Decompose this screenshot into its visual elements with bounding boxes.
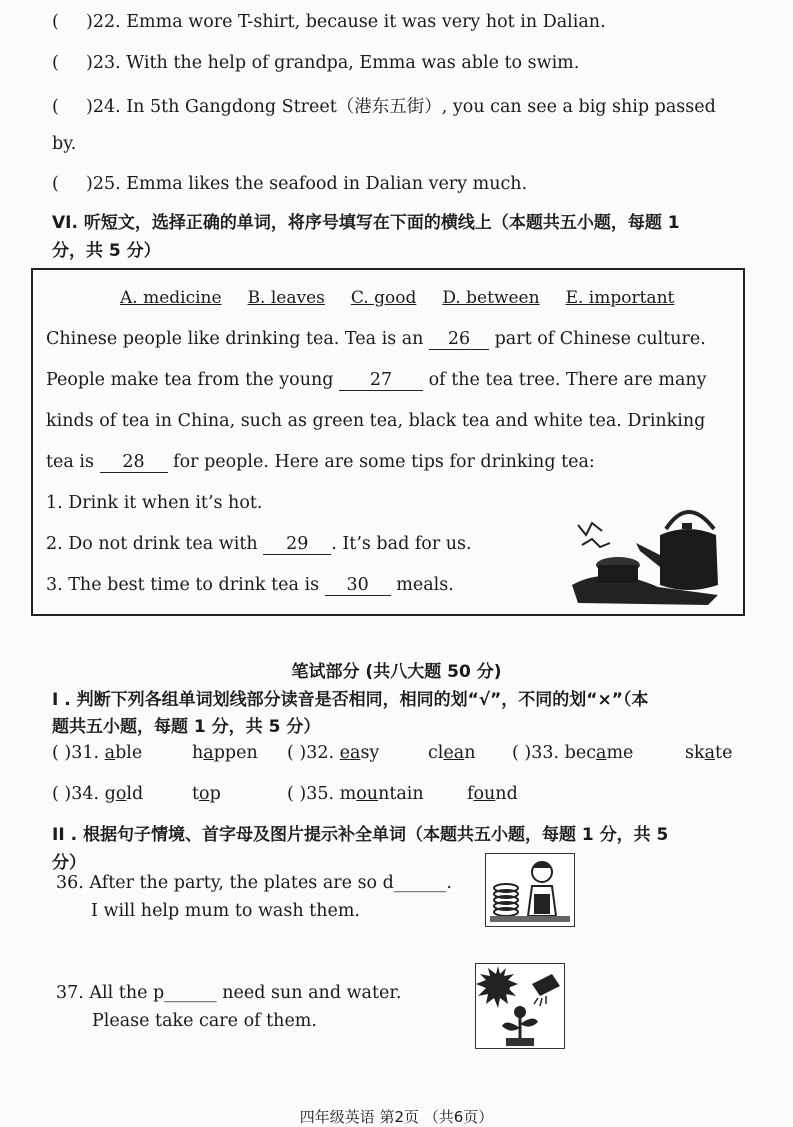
option-a: A. medicine <box>120 288 222 308</box>
question-text: Emma wore T-shirt, because it was very hot in Dalian. <box>126 12 606 32</box>
blank-27[interactable]: 27 <box>339 370 423 391</box>
question-text: In 5th Gangdong Street（港东五街）, you can see a big ship passed <box>126 97 716 117</box>
flower-picture <box>475 963 565 1049</box>
tip-3: 3. The best time to drink tea is 30 meals. <box>46 575 454 595</box>
section-1-heading: I . 判断下列各组单词划线部分读音是否相同，相同的划“√”，不同的划“×”（本 <box>52 690 649 710</box>
section-6-heading-cont: 分，共 5 分） <box>52 241 161 261</box>
option-d: D. between <box>442 288 540 308</box>
question-number: )22. <box>86 12 121 32</box>
blank-26[interactable]: 26 <box>429 329 489 350</box>
question-37-line-1: 37. All the p______ need sun and water. <box>56 983 402 1003</box>
phonics-35-word-b: found <box>467 784 518 804</box>
blank-28[interactable]: 28 <box>100 452 168 473</box>
answer-paren[interactable]: ( <box>52 53 59 73</box>
teapot-illustration <box>568 495 724 605</box>
section-2-heading-cont: 分） <box>52 853 86 873</box>
question-23 <box>52 53 579 73</box>
question-number: )24. <box>86 97 121 117</box>
answer-paren[interactable]: ( <box>52 12 59 32</box>
question-36-line-1: 36. After the party, the plates are so d______. <box>56 873 452 893</box>
section-6-heading: VI. 听短文，选择正确的单词，将序号填写在下面的横线上（本题共五小题，每题 1 <box>52 213 680 233</box>
section-1-heading-cont: 题共五小题，每题 1 分，共 5 分） <box>52 717 321 737</box>
phonics-34: ( )34. gold <box>52 784 144 804</box>
washing-plates-picture <box>485 853 575 927</box>
phonics-35: ( )35. mountain <box>287 784 424 804</box>
question-36-line-2: I will help mum to wash them. <box>91 901 360 921</box>
tip-2: 2. Do not drink tea with 29 . It’s bad for us. <box>46 534 472 554</box>
passage-line-2: People make tea from the young 27 of the tea tree. There are many <box>46 370 707 390</box>
blank-30[interactable]: 30 <box>325 575 391 596</box>
answer-paren[interactable]: ( <box>52 174 59 194</box>
question-24 <box>52 93 716 118</box>
passage-line-3: kinds of tea in China, such as green tea, black tea and white tea. Drinking <box>46 411 706 431</box>
phonics-32: ( )32. easy <box>287 743 380 763</box>
page-footer: 四年级英语 第2页 （共6页） <box>299 1108 494 1126</box>
question-text: Emma likes the seafood in Dalian very much. <box>126 174 528 194</box>
phonics-32-word-b: clean <box>428 743 476 763</box>
phonics-33-word-b: skate <box>685 743 733 763</box>
section-2-heading: II . 根据句子情境、首字母及图片提示补全单词（本题共五小题，每题 1 分，共 5 <box>52 825 669 845</box>
question-24-continued <box>52 134 76 154</box>
phonics-34-word-b: top <box>192 784 221 804</box>
phonics-33: ( )33. became <box>512 743 634 763</box>
question-37-line-2: Please take care of them. <box>92 1011 317 1031</box>
option-b: B. leaves <box>247 288 325 308</box>
blank-29[interactable]: 29 <box>263 534 331 555</box>
passage-line-4: tea is 28 for people. Here are some tips for drinking tea: <box>46 452 595 472</box>
passage-line-1: Chinese people like drinking tea. Tea is an 26 part of Chinese culture. <box>46 329 706 349</box>
written-part-title: 笔试部分 (共八大题 50 分) <box>291 662 502 682</box>
phonics-31-word-b: happen <box>192 743 258 763</box>
word-options <box>120 288 674 308</box>
question-number: )23. <box>86 53 121 73</box>
tip-1: 1. Drink it when it’s hot. <box>46 493 263 513</box>
question-number: )25. <box>86 174 121 194</box>
question-22 <box>52 12 606 32</box>
question-text: by. <box>52 134 77 154</box>
answer-paren[interactable]: ( <box>52 97 59 117</box>
option-e: E. important <box>565 288 675 308</box>
question-25 <box>52 174 527 194</box>
phonics-31: ( )31. able <box>52 743 143 763</box>
question-text: With the help of grandpa, Emma was able to swim. <box>126 53 580 73</box>
option-c: C. good <box>350 288 417 308</box>
